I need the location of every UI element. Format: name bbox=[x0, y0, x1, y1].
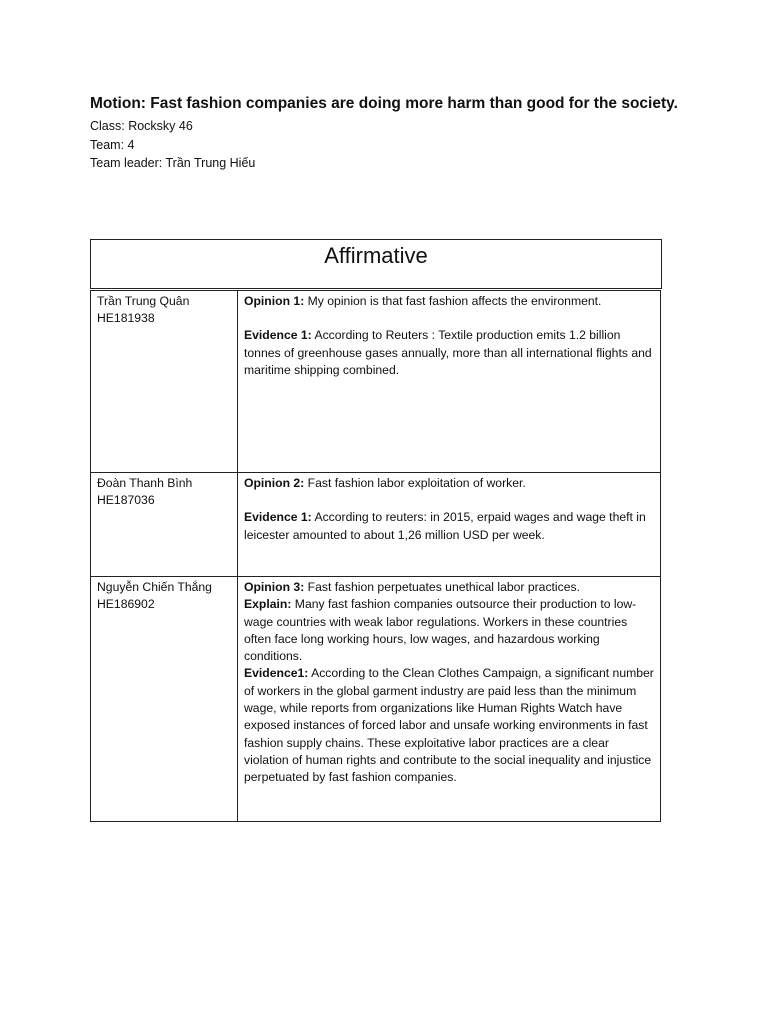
table-row bbox=[91, 577, 661, 822]
table-row bbox=[91, 291, 661, 473]
opinion-label: Opinion 3: bbox=[244, 580, 305, 594]
member-name: Trần Trung Quân bbox=[97, 294, 190, 308]
argument-cell bbox=[238, 577, 661, 822]
argument-cell bbox=[238, 291, 661, 473]
document-header bbox=[90, 93, 730, 173]
team-line: Team: 4 bbox=[90, 137, 135, 152]
team-leader-line: Team leader: Trần Trung Hiếu bbox=[90, 156, 256, 170]
member-name: Nguyễn Chiến Thắng bbox=[97, 580, 212, 594]
explain-label: Explain: bbox=[244, 597, 292, 612]
evidence-text: According to the Clean Clothes Campaign, a significant number of workers in the global garment industry are paid less than the minimum wage, while reports from organizations like Human Rights Watch have exposed instances of forced labor and unsafe working environments in fast fashion supply chains. These exploitative labor practices are a clear violation of human rights and contribute to the social inequality and injustice perpetuated by fast fashion companies. bbox=[244, 666, 654, 785]
evidence-label: Evidence 1: bbox=[244, 328, 312, 343]
explain-text: Many fast fashion companies outsource their production to low-wage countries with weak labor regulations. Workers in these countries often face long working hours, low wages, and hazardous working conditions. bbox=[244, 597, 637, 664]
evidence-text: According to reuters: in 2015, erpaid wages and wage theft in leicester amounted to about 1,26 million USD per week. bbox=[244, 510, 646, 542]
member-cell bbox=[91, 577, 238, 822]
side-title: Affirmative bbox=[324, 243, 428, 268]
member-name: Đoàn Thanh Bình bbox=[97, 476, 193, 490]
table-row bbox=[91, 473, 661, 577]
opinion-label: Opinion 2: bbox=[244, 476, 305, 490]
member-id: HE186902 bbox=[97, 597, 155, 612]
class-line: Class: Rocksky 46 bbox=[90, 119, 193, 133]
member-id: HE181938 bbox=[97, 311, 155, 326]
motion-title: Motion: Fast fashion companies are doing more harm than good for the society. bbox=[90, 95, 678, 112]
opinion-label: Opinion 1: bbox=[244, 294, 305, 308]
opinion-text: Fast fashion perpetuates unethical labor practices. bbox=[304, 580, 580, 594]
argument-cell bbox=[238, 473, 661, 577]
evidence-label: Evidence 1: bbox=[244, 510, 312, 525]
member-id: HE187036 bbox=[97, 493, 155, 508]
opinion-text: My opinion is that fast fashion affects the environment. bbox=[304, 294, 602, 308]
member-cell bbox=[91, 291, 238, 473]
opinion-text: Fast fashion labor exploitation of worker. bbox=[304, 476, 526, 490]
evidence-text: According to Reuters : Textile production emits 1.2 billion tonnes of greenhouse gases annually, more than all international flights and maritime shipping combined. bbox=[244, 328, 652, 377]
side-title-box bbox=[90, 239, 662, 289]
evidence-label: Evidence1: bbox=[244, 666, 309, 681]
arguments-table bbox=[90, 290, 661, 822]
member-cell bbox=[91, 473, 238, 577]
